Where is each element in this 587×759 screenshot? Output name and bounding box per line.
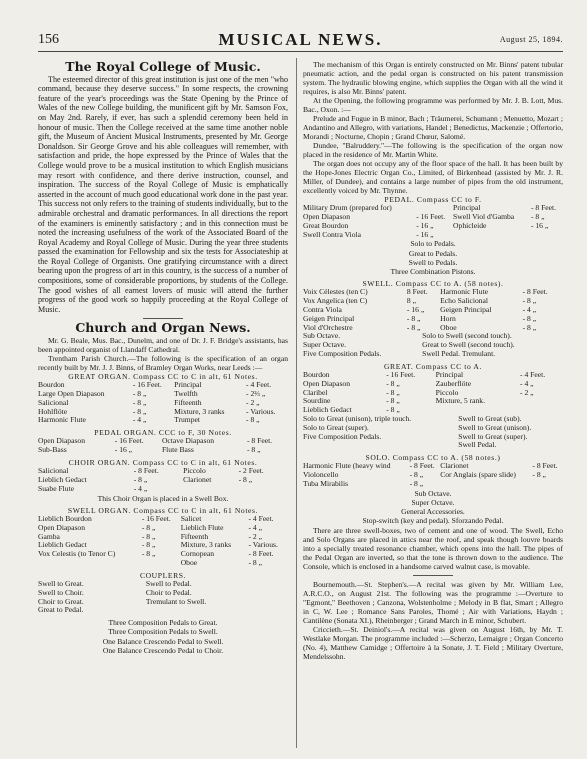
spec-cell — [532, 480, 563, 489]
spec-cell: - 4 „ — [133, 483, 148, 493]
list-line: Three Combination Pistons. — [390, 267, 476, 276]
spec-cell: Open Diapason — [303, 378, 351, 388]
great-organ-stops — [38, 381, 288, 425]
spec-row — [38, 446, 288, 455]
spec-cell: Harmonic Flute — [440, 287, 489, 297]
spec-cell: - 8 Feet. — [409, 461, 435, 471]
spec-row — [38, 559, 288, 568]
spec-cell: Salicional — [38, 397, 69, 407]
choir-organ-stops — [38, 467, 288, 493]
couplers-list — [38, 580, 288, 615]
swell-organ-stops — [38, 515, 288, 568]
spec-cell: Fifteenth — [180, 531, 209, 541]
spec-cell: Principal — [453, 203, 481, 213]
spec-cell: Geigen Principal — [440, 305, 492, 314]
spec-row — [38, 485, 288, 494]
spec-cell: - 16 „ — [416, 229, 434, 239]
spec-cell: Lieblich Gedact — [38, 540, 87, 550]
spec-cell: Large Open Diapason — [38, 389, 105, 399]
spec-cell: Cor Anglais (spare slide) — [440, 470, 516, 480]
spec-cell: - 8 „ — [386, 378, 400, 388]
spec-cell: Swell Viol d'Gamba — [453, 212, 515, 221]
pedal-organ-title: PEDAL ORGAN. CCC to F, 30 Notes. — [94, 428, 232, 438]
spec-cell: Flute Bass — [161, 445, 194, 455]
spec-row — [303, 389, 563, 398]
dundee-pedal-notes — [303, 239, 563, 276]
spec-cell: Military Drum (prepared for) — [303, 203, 392, 213]
church-para-2: Trentham Parish Church.—The following is the specification of an organ recently built by Mr. J. J. Binns, of Bramley Organ Works, near Leeds :— — [38, 354, 288, 373]
spec-cell: - 8 Feet. — [522, 287, 548, 297]
spec-cell: - 8 „ — [141, 531, 156, 541]
dundee-great-notes — [303, 415, 563, 450]
spec-cell: - 8 „ — [132, 397, 147, 407]
spec-cell: Cornopean — [180, 549, 215, 559]
swell-organ-title: SWELL ORGAN. Compass CC to C in alt, 61 Notes. — [67, 505, 259, 515]
list-line: Three Composition Pedals to Great. — [108, 618, 218, 628]
spec-cell: Open Diapason — [38, 522, 86, 532]
spec-cell — [146, 606, 288, 615]
spec-row — [303, 350, 563, 359]
spec-cell: - 8 „ — [406, 313, 421, 323]
spec-cell: - 8 „ — [141, 540, 156, 550]
spec-cell: Salicet — [180, 514, 202, 524]
rcm-article: The esteemed director of this great institution is just one of the men "who command, because they deserve success." In some respects, the crowning feature of the year's proceedings was the State Opening by the Prince of Wales of the new College building, the munificent gift by Mr. Samson Fox, on May 2nd. Rarely, if ever, has such a splendid ceremony been held in honour of music. Then the College received at the same time another noble gift, the Museum of Ancient Musical Instruments, presented by Mr. George Donaldson. Sir George Grove and his able colleagues will remember, with satisfaction and pride, the hope expressed by the Prince of Wales that the College would prove to be a musical institution to which English musicians may resort with confidence, and there derive instruction, counsel, and inspiration. The success of the Royal College of Music is emphatically asserted in the account of much good educational work done in the past year. This success not only refers to the training of students individually, but to the admirable orchestral and dramatic performances. In all directions the report of the examiners is eminently satisfactory ; and in this connection must be noted the increasing usefulness of the work of the Associated Board of the Royal Academy and Royal College of Music. During the year three students passed the examination for Fellowship and six the tests for Associateship at the Royal College of Organists. One gratifying circumstance with a direct bearing upon the progress of art in this country, is the success of a number of compositions, some of considerable proportions, by students of the College. The good wishes of all earnest lovers of music will attend the further progress of the good work so happily proceeding at the Royal College of Music. — [38, 74, 288, 314]
spec-cell: Suabe Flute — [38, 483, 75, 493]
spec-cell — [239, 485, 288, 494]
spec-cell: Swell to Great (unison). — [458, 422, 532, 432]
spec-cell: Lieblich Gedact — [303, 405, 352, 415]
spec-cell: - 8 Feet. — [530, 203, 557, 213]
spec-cell: - Various. — [246, 406, 276, 416]
spec-cell: - 16 Feet. — [386, 369, 416, 379]
spec-cell: - 8 „ — [238, 475, 253, 485]
spec-cell: Solo to Swell (second touch). — [422, 331, 512, 341]
spec-cell: Sourdine — [303, 396, 331, 406]
right-column — [303, 60, 563, 661]
spec-cell: - 8 „ — [141, 549, 156, 559]
spec-cell: - 4 „ — [522, 305, 537, 314]
spec-cell: Open Diapason — [38, 436, 86, 446]
spec-cell: - 8 „ — [132, 406, 147, 416]
spec-cell: Solo to Great (super). — [303, 422, 369, 432]
couplers-title: COUPLERS. — [139, 570, 187, 580]
spec-cell: - 8 „ — [386, 396, 400, 406]
spec-cell: Great to Pedal. — [38, 605, 84, 615]
list-line: Sub Octave. — [414, 488, 452, 498]
spec-cell: - 8 „ — [406, 322, 421, 332]
spec-cell: Lieblich Gedact — [38, 475, 87, 485]
spec-cell: - 16 Feet. — [114, 436, 144, 446]
spec-cell: Principal — [174, 380, 202, 390]
dundee-solo-notes — [303, 489, 563, 507]
spec-cell: Hohlflöte — [38, 406, 68, 416]
left-column — [38, 60, 288, 655]
opening-programme: Prelude and Fugue in B minor, Bach ; Träumerei, Schumann ; Menuetto, Mozart ; Andantino and Allegro, with variations, Handel ; Benedictus, Mackenzie ; Offertorio, Morandi ; Nocturne, Chopin ; Grand Chœur, Salomé. — [303, 114, 563, 141]
spec-cell: Trumpet — [174, 415, 200, 425]
spec-cell: Gamba — [38, 531, 60, 541]
spec-cell: - 8 „ — [530, 212, 545, 221]
dundee-organ-para: The organ does not occupy any of the floor space of the hall. It has been built by the Hope-Jones Electric Organ Co., Limited, of Birkenhead (assisted by Mr. J. R. Miller, of Dundee), and contains a large number of pipes from the old instrument, excellently voiced by Mr. Thynne. — [303, 159, 563, 195]
spec-cell: Solo to Great (unison), triple touch. — [303, 413, 412, 423]
spec-cell: - 8 „ — [522, 322, 537, 332]
spec-cell: - 8 Feet. — [248, 549, 274, 559]
spec-cell: - 16 Feet. — [141, 514, 171, 524]
dundee-swell-stops — [303, 288, 563, 332]
spec-cell: Sub-Bass — [38, 445, 67, 455]
spec-cell: Mixture, 3 ranks — [180, 540, 232, 550]
spec-cell — [38, 559, 142, 568]
criccieth-para: Criccieth.—St. Deiniol's.—A recital was given on August 16th, by Mr. T. Westlake Morgan. The programme included :—Scherzo, Lemaigre ; Organ Concerto (No. 4), Matthew Camidge ; Offertoire à la Sonate, J. T. Field ; Military Overture, Mendelssohn. — [303, 624, 563, 661]
spec-cell: - 8 Feet. — [246, 436, 273, 446]
rcm-heading: The Royal College of Music. — [65, 59, 261, 74]
spec-cell: - 4 „ — [132, 415, 147, 425]
swell-boxes-para: There are three swell-boxes, two of cement and one of wood. The Swell, Echo and Solo Organs are placed in attics near the roof, and speak though louvre boards into a specially treated resonance chamber, which opens into the hall. The pipes of the Pedal Organ are inverted, so that the tone is thrown down to the audience. The Console, which is enclosed in a handsome carved walnut case, is movable. — [303, 525, 563, 571]
spec-cell: - 16 „ — [530, 220, 549, 230]
spec-cell: Ophicleide — [453, 220, 487, 230]
column-divider — [296, 58, 297, 748]
spec-row — [38, 476, 288, 485]
spec-cell: Oboe — [440, 322, 457, 332]
spec-cell: Mixture, 3 ranks — [174, 406, 225, 416]
spec-cell: Open Diapason — [303, 212, 351, 221]
spec-cell: Five Composition Pedals. — [303, 431, 382, 441]
dundee-para: Dundee, "Balruddery."—The following is the specification of the organ now placed in the residence of Mr. Martin White. — [303, 141, 563, 159]
spec-cell: Harmonic Flute (heavy wind — [303, 461, 391, 471]
spec-cell: - 8 „ — [248, 558, 262, 567]
spec-cell: Octave Diapason — [161, 436, 215, 446]
spec-cell: Tuba Mirabilis — [303, 478, 349, 488]
list-line: Super Octave. — [411, 497, 455, 507]
page-number: 156 — [38, 32, 59, 47]
spec-cell: Clarionet — [183, 475, 212, 485]
spec-cell: Piccolo — [183, 466, 206, 476]
pedal-organ-stops — [38, 437, 288, 455]
spec-cell: Swell Pedal. Tremulant. — [422, 348, 496, 358]
spec-cell: - 8 Feet. — [532, 461, 558, 471]
spec-cell: Violoncello — [303, 470, 339, 480]
dundee-pedal-stops — [303, 204, 563, 239]
choir-note: This Choir Organ is placed in a Swell Box. — [97, 493, 229, 503]
spec-cell: Salicional — [38, 466, 69, 476]
dundee-solo-title: SOLO. Compass CC to A. (58 notes.) — [365, 453, 501, 463]
spec-cell: - 2 „ — [248, 531, 262, 541]
spec-cell: - 4 „ — [248, 522, 262, 532]
dundee-pedal-title: PEDAL. Compass CC to F. — [384, 195, 482, 204]
spec-cell: Sub Octave. — [303, 331, 341, 341]
page-header — [38, 30, 563, 50]
great-organ-title: GREAT ORGAN. Compass CC to C in alt, 61 Notes. — [68, 372, 258, 382]
list-line: One Balance Crescendo Pedal to Choir. — [102, 645, 224, 655]
spec-cell: - 8 „ — [522, 296, 537, 306]
spec-cell: - 4 Feet. — [246, 380, 272, 390]
spec-cell — [183, 485, 239, 494]
spec-cell: Lieblich Flute — [180, 522, 224, 532]
general-accessories-line: Stop-switch (key and pedal). Sforzando Pedal. — [362, 516, 504, 526]
spec-cell: - 8 „ — [246, 415, 260, 425]
spec-row — [303, 480, 563, 489]
spec-cell: - 16 „ — [406, 305, 425, 314]
spec-cell: - 8 „ — [532, 470, 546, 480]
choir-organ-title: CHOIR ORGAN. Compass CC to C in alt, 61 Notes. — [68, 458, 258, 468]
bournemouth-para: Bournemouth.—St. Stephen's.—A recital was given by Mr. William Lee, A.R.C.O., on August 21st. The following was the programme :—Overture to "Egmont," Beethoven ; Canzona, Wolstenholme ; Melody in B flat, Smart ; Allegro in C, W. Lee ; Romance Sans Paroles, Thomé ; Air with Variations, Haydn ; Cantilène (Sonata XI.), Rheinberger ; Grand March in E minor, Schubert. — [303, 579, 563, 625]
spec-cell: - 16 „ — [114, 445, 133, 455]
opening-para: At the Opening, the following programme was performed by Mr. J. B. Lott, Mus. Bac., Oxon. :— — [303, 96, 563, 114]
accessories-list — [38, 618, 288, 655]
spec-row — [303, 231, 563, 240]
spec-cell: - 2 „ — [520, 387, 534, 397]
spec-cell: - 16 Feet. — [416, 212, 446, 221]
spec-cell: - 8 „ — [132, 389, 147, 399]
spec-cell — [303, 441, 458, 450]
header-rule — [38, 51, 563, 52]
spec-cell: Swell to Great (super). — [458, 431, 528, 441]
spec-cell: - 4 Feet. — [520, 369, 546, 379]
spec-cell: Contra Viola — [303, 305, 342, 314]
spec-cell: - 2⅔ „ — [246, 389, 266, 399]
spec-cell: Echo Salicional — [440, 296, 489, 306]
spec-cell: - 4 Feet. — [248, 514, 274, 524]
church-heading: Church and Organ News. — [75, 320, 251, 336]
spec-cell: - 8 „ — [386, 405, 400, 415]
binns-mechanism-para: The mechanism of this Organ is entirely constructed on Mr. Binns' patent tubular pneumatic action, and the pedal organ is constructed on his patent transmission system. The hydraulic blowing engine, which supplies the Organ with all the wind it requires, is also Mr. Binns' patent. — [303, 60, 563, 96]
spec-cell: - 8 „ — [522, 313, 537, 323]
spec-cell: - Various. — [248, 540, 278, 550]
section-divider-right — [413, 575, 453, 576]
spec-cell: Clarionet — [440, 461, 469, 471]
spec-cell: - 8 Feet. — [133, 466, 159, 476]
spec-cell: Fifteenth — [174, 397, 202, 407]
spec-row — [38, 606, 288, 615]
spec-cell: Oboe — [180, 558, 198, 567]
section-divider — [143, 318, 183, 319]
spec-row — [38, 416, 288, 425]
spec-cell: Zauberflöte — [435, 378, 472, 388]
spec-cell — [531, 231, 563, 240]
spec-cell: Bourdon — [303, 369, 330, 379]
issue-date: August 25, 1894. — [499, 35, 563, 44]
spec-cell: Swell to Pedal. — [145, 579, 192, 588]
spec-cell — [142, 559, 181, 568]
list-line: One Balance Crescendo Pedal to Swell. — [102, 636, 224, 646]
dundee-solo-stops — [303, 462, 563, 488]
spec-cell: Great Bourdon — [303, 220, 349, 230]
spec-cell: Vox Angelica (ten C) — [303, 296, 368, 306]
list-line: Swell to Pedals. — [408, 257, 458, 267]
spec-cell: - 8 „ — [409, 470, 424, 480]
spec-cell: Swell Contra Viola — [303, 229, 362, 239]
spec-cell: - 8 „ — [386, 387, 400, 397]
spec-cell — [520, 397, 563, 406]
spec-cell: - 2 „ — [246, 397, 260, 407]
spec-row — [303, 462, 563, 471]
general-accessories-title: General Accessories. — [401, 507, 465, 517]
spec-cell: Swell to Great. — [38, 579, 84, 588]
spec-row — [303, 441, 563, 450]
spec-cell: - 8 „ — [141, 522, 156, 532]
spec-row — [303, 433, 563, 442]
spec-cell: Viol d'Orchestre — [303, 322, 353, 332]
dundee-swell-notes — [303, 332, 563, 358]
spec-cell: Vox Celestis (to Tenor C) — [38, 549, 116, 559]
spec-cell: - 8 „ — [409, 478, 424, 488]
spec-cell: - 8 „ — [246, 445, 261, 455]
dundee-swell-title: SWELL. Compass CC to A. (58 notes). — [362, 279, 504, 289]
spec-cell: Swell Pedal. — [458, 440, 497, 450]
spec-cell: Swell to Great (sub). — [458, 413, 522, 423]
dundee-great-title: GREAT. Compass CC to A. — [383, 361, 483, 371]
spec-cell: Swell to Choir. — [38, 587, 84, 597]
spec-cell: - 2 Feet. — [238, 466, 264, 476]
spec-cell: 8 Feet. — [406, 287, 428, 297]
spec-cell: Five Composition Pedals. — [303, 348, 382, 358]
list-line: Great to Pedals. — [408, 248, 458, 258]
spec-cell: Piccolo — [435, 387, 459, 397]
spec-cell: Principal — [435, 369, 464, 379]
list-line: Solo to Pedals. — [410, 239, 456, 249]
list-line: Three Composition Pedals to Swell. — [108, 627, 218, 637]
spec-cell: Choir to Great. — [38, 596, 84, 606]
spec-cell: - 16 „ — [416, 220, 434, 230]
spec-cell: Claribel — [303, 387, 328, 397]
spec-cell: Horn — [440, 313, 456, 323]
masthead-title: MUSICAL NEWS. — [218, 30, 383, 49]
spec-cell: Mixture, 5 rank. — [435, 396, 486, 406]
spec-cell — [520, 406, 563, 415]
spec-cell: Bourdon — [38, 380, 65, 390]
spec-cell: Twelfth — [174, 389, 198, 399]
spec-cell — [440, 480, 532, 489]
spec-cell: - 4 „ — [520, 378, 534, 388]
spec-cell: Great to Swell (second touch). — [422, 340, 515, 350]
spec-cell: Harmonic Flute — [38, 415, 86, 425]
spec-cell: Choir to Pedal. — [145, 587, 192, 597]
spec-cell: - 16 Feet. — [132, 380, 162, 390]
spec-cell: Super Octave. — [303, 340, 347, 350]
spec-cell: Geigen Principal — [303, 313, 355, 323]
spec-cell: Lieblich Bourdon — [38, 514, 92, 524]
spec-cell: Voix Célestes (ten C) — [303, 287, 368, 297]
spec-cell: - 8 „ — [133, 475, 148, 485]
church-para-1: Mr. G. Beale, Mus. Bac., Dunelm, and one of Dr. J. F. Bridge's assistants, has been appointed organist of Llandaff Cathedral. — [38, 336, 288, 355]
spec-cell: 8 „ — [406, 296, 416, 306]
spec-cell: Tremulant to Swell. — [145, 596, 207, 606]
dundee-great-stops — [303, 371, 563, 415]
spec-cell — [453, 231, 531, 240]
